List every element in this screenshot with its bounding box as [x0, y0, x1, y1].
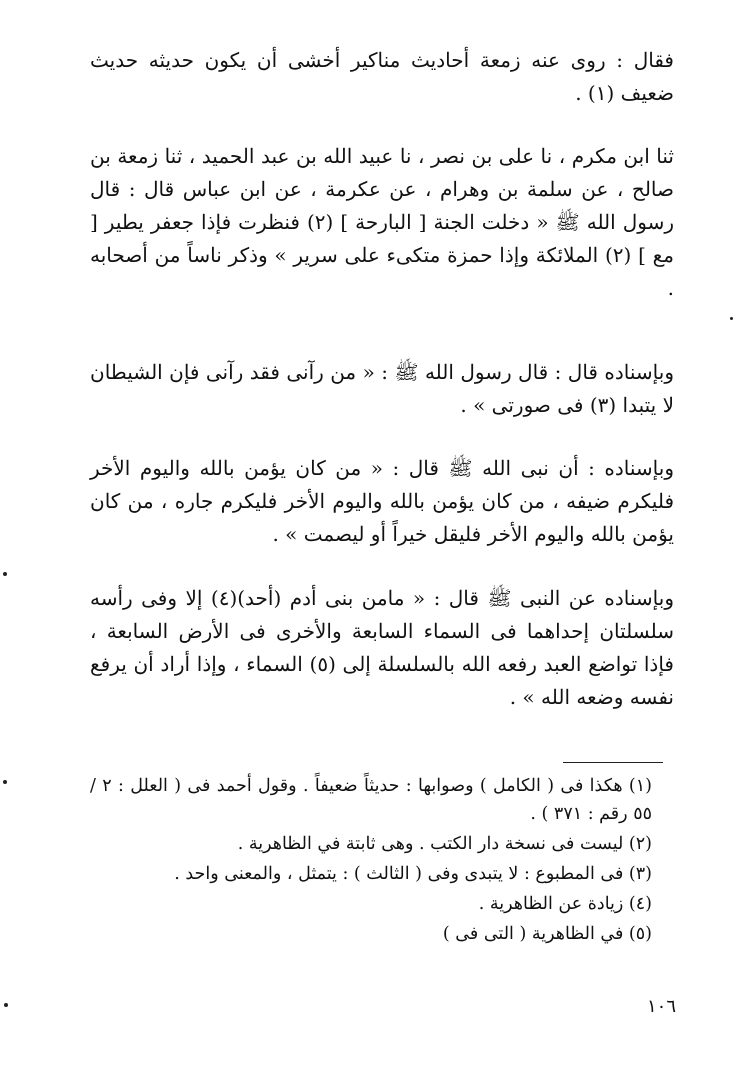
scan-speck — [3, 572, 7, 576]
footnote-2: (٢) ليست فى نسخة دار الكتب . وهى ثابتة في الظاهرية . — [237, 834, 652, 854]
footnote-3: (٣) فى المطبوع : لا يتبدى وفى ( الثالث ) : يتمثل ، والمعنى واحد . — [174, 864, 652, 884]
paragraph-text: وبإسناده : أن نبى الله ﷺ قال : « من كان يؤمن بالله واليوم الأخر فليكرم ضيفه ، من كان يؤمن بالله واليوم الأخر فليكرم جاره ، من كان يؤمن بالله واليوم الأخر فليقل خيراً أو ليصمت » . — [90, 456, 674, 546]
paragraph-text: ثنا ابن مكرم ، نا على بن نصر ، نا عبيد الله بن عبد الحميد ، ثنا زمعة بن صالح ، عن سلمة بن وهرام ، عن عكرمة ، عن ابن عباس قال : قال رسول الله ﷺ « دخلت الجنة [ البارحة ] (٢) فنظرت فإذا جعفر يطير [ مع ] (٢) الملائكة وإذا حمزة متكىء على سرير » وذكر ناساً من أصحابه . — [90, 144, 674, 300]
paragraph-text: فقال : روى عنه زمعة أحاديث مناكير أخشى أن يكون حديثه حديث ضعيف (١) . — [90, 48, 674, 105]
paragraph-5 — [90, 582, 674, 714]
paragraph-2 — [90, 140, 674, 305]
footnote-5: (٥) في الظاهرية ( التى فى ) — [442, 924, 652, 944]
scan-speck — [4, 1003, 8, 1007]
footnotes — [90, 772, 678, 950]
scan-speck — [730, 317, 733, 320]
paragraph-3 — [90, 356, 674, 422]
paragraph-1 — [90, 44, 674, 110]
footnote-1: (١) هكذا فى ( الكامل ) وصوابها : حديثاً ضعيفاً . وقول أحمد فى ( العلل : ٢ / ٥٥ رقم : ٣٧١ ) . — [90, 776, 652, 824]
footnote-divider — [563, 762, 663, 763]
paragraph-text: وبإسناده عن النبى ﷺ قال : « مامن بنى أدم (أحد)(٤) إلا وفى رأسه سلسلتان إحداهما فى السماء السابعة والأخرى فى الأرض السابعة ، فإذا تواضع العبد رفعه الله بالسلسلة إلى (٥) السماء ، وإذا أراد أن يرفع نفسه وضعه الله » . — [90, 586, 674, 709]
footnote-4: (٤) زيادة عن الظاهرية . — [478, 894, 652, 914]
paragraph-4 — [90, 452, 674, 551]
paragraph-text: وبإسناده قال : قال رسول الله ﷺ : « من رآنى فقد رآنى فإن الشيطان لا يتبدا (٣) فى صورتى » . — [90, 360, 674, 417]
scan-speck — [3, 780, 7, 784]
page-number: ١٠٦ — [646, 996, 676, 1017]
